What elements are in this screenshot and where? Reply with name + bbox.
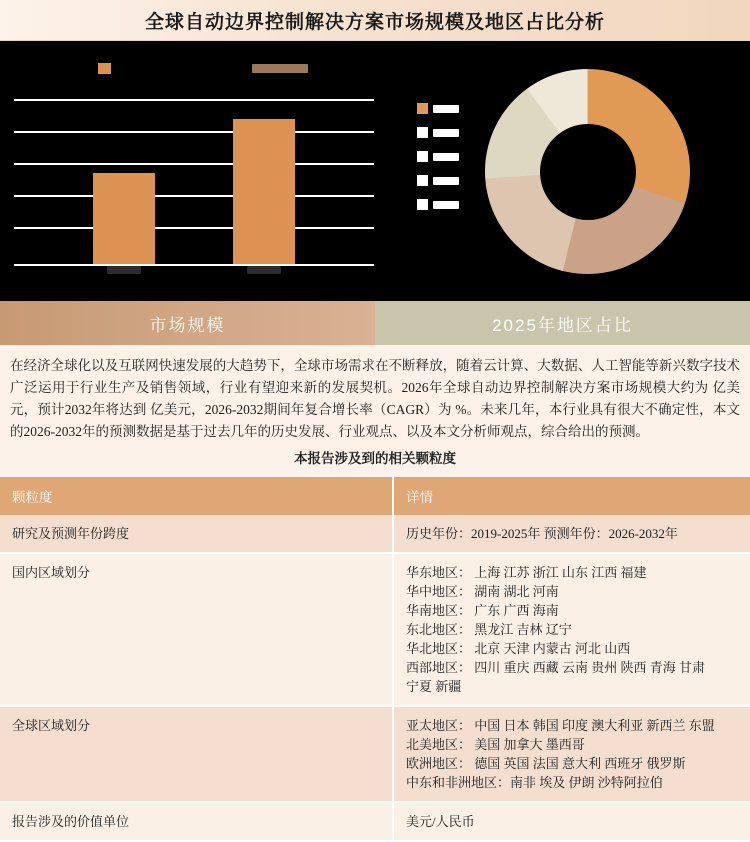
table-row: [0, 515, 750, 553]
cell-detail: [393, 515, 750, 553]
detail-line: 北美地区： 美国 加拿大 墨西哥: [406, 737, 585, 752]
granularity-table: [0, 477, 750, 842]
bar-chart: [0, 41, 405, 301]
detail-line: 东北地区： 黑龙江 吉林 辽宁: [406, 622, 572, 637]
bar-series: [14, 99, 374, 264]
legend-item: [417, 175, 459, 186]
legend-label: [433, 105, 459, 113]
legend-label: [433, 177, 459, 185]
section-banners: [0, 301, 750, 345]
table-header-row: [0, 477, 750, 515]
detail-line: 华南地区： 广东 广西 海南: [406, 603, 559, 618]
column-header-granularity: 颗粒度: [0, 477, 393, 515]
bar-chart-legend: [0, 63, 405, 74]
table-row: [0, 802, 750, 841]
legend-item: [252, 64, 308, 73]
legend-item: [417, 199, 459, 210]
bar: [93, 173, 155, 264]
legend-label: [433, 153, 459, 161]
detail-line: 西部地区： 四川 重庆 西藏 云南 贵州 陕西 青海 甘肃: [406, 660, 706, 675]
page-title: 全球自动边界控制解决方案市场规模及地区占比分析: [144, 11, 605, 33]
charts-panel: [0, 41, 750, 301]
legend-swatch-icon: [98, 63, 111, 74]
table-row: [0, 553, 750, 706]
legend-label: [433, 129, 459, 137]
bar-plot-area: [14, 99, 374, 264]
legend-swatch-icon: [417, 175, 428, 186]
cell-granularity: 国内区域划分: [0, 553, 393, 706]
body-block: [0, 345, 750, 477]
x-tick-label: [247, 266, 281, 274]
detail-line: 宁夏 新疆: [406, 679, 462, 694]
detail-line: 华东地区： 上海 江苏 浙江 山东 江西 福建: [406, 565, 647, 580]
cell-granularity: 报告涉及的价值单位: [0, 802, 393, 841]
legend-swatch-icon: [417, 151, 428, 162]
legend-swatch-icon: [417, 127, 428, 138]
overview-paragraph: 在经济全球化以及互联网快速发展的大趋势下，全球市场需求在不断释放，随着云计算、大数据、人工智能等新兴数字技术广泛运用于行业生产及销售领域，行业有望迎来新的发展契机。2026年全球自动边界控制解决方案市场规模大约为 亿美元，预计2032年将达到 亿美元，2026-2032期间年复合增长率（CAGR）为 %。未来几年，本行业具有很大不确定性，本文的2026-2032年的预测数据是基于过去几年的历史发展、行业观点、以及本文分析师观点，综合给出的预测。: [10, 358, 740, 439]
table-row: [0, 706, 750, 802]
bar: [233, 119, 295, 264]
detail-line: 中东和非洲地区：南非 埃及 伊朗 沙特阿拉伯: [406, 775, 663, 790]
donut-graphic: [485, 69, 690, 274]
column-header-detail: 详情: [393, 477, 750, 515]
detail-line: 美元/人民币: [406, 814, 475, 829]
table-sub-heading: 本报告涉及到的相关颗粒度: [294, 451, 456, 466]
detail-line: 欧洲地区： 德国 英国 法国 意大利 西班牙 俄罗斯: [406, 756, 686, 771]
legend-label: [433, 201, 459, 209]
detail-line: 华北地区： 北京 天津 内蒙古 河北 山西: [406, 641, 631, 656]
x-tick-labels: [14, 266, 374, 274]
cell-detail: [393, 706, 750, 802]
legend-item: [417, 127, 459, 138]
legend-item: [98, 63, 117, 74]
cell-detail: [393, 802, 750, 841]
page-title-bar: [0, 0, 750, 41]
donut-ring: [485, 69, 690, 274]
banner-region-share: 2025年地区占比: [375, 301, 750, 345]
detail-line: 亚太地区： 中国 日本 韩国 印度 澳大利亚 新西兰 东盟: [406, 718, 715, 733]
banner-market-size: 市场规模: [0, 301, 375, 345]
legend-item: [417, 151, 459, 162]
detail-line: 历史年份：2019-2025年 预测年份：2026-2032年: [406, 526, 678, 541]
donut-chart: [405, 41, 750, 301]
legend-swatch-icon: [417, 199, 428, 210]
donut-chart-legend: [417, 103, 459, 210]
legend-item: [417, 103, 459, 114]
cell-granularity: 研究及预测年份跨度: [0, 515, 393, 553]
x-tick-label: [107, 266, 141, 274]
legend-swatch-icon: [417, 103, 428, 114]
cell-detail: [393, 553, 750, 706]
legend-label: [252, 64, 308, 73]
cell-granularity: 全球区域划分: [0, 706, 393, 802]
detail-line: 华中地区： 湖南 湖北 河南: [406, 584, 559, 599]
